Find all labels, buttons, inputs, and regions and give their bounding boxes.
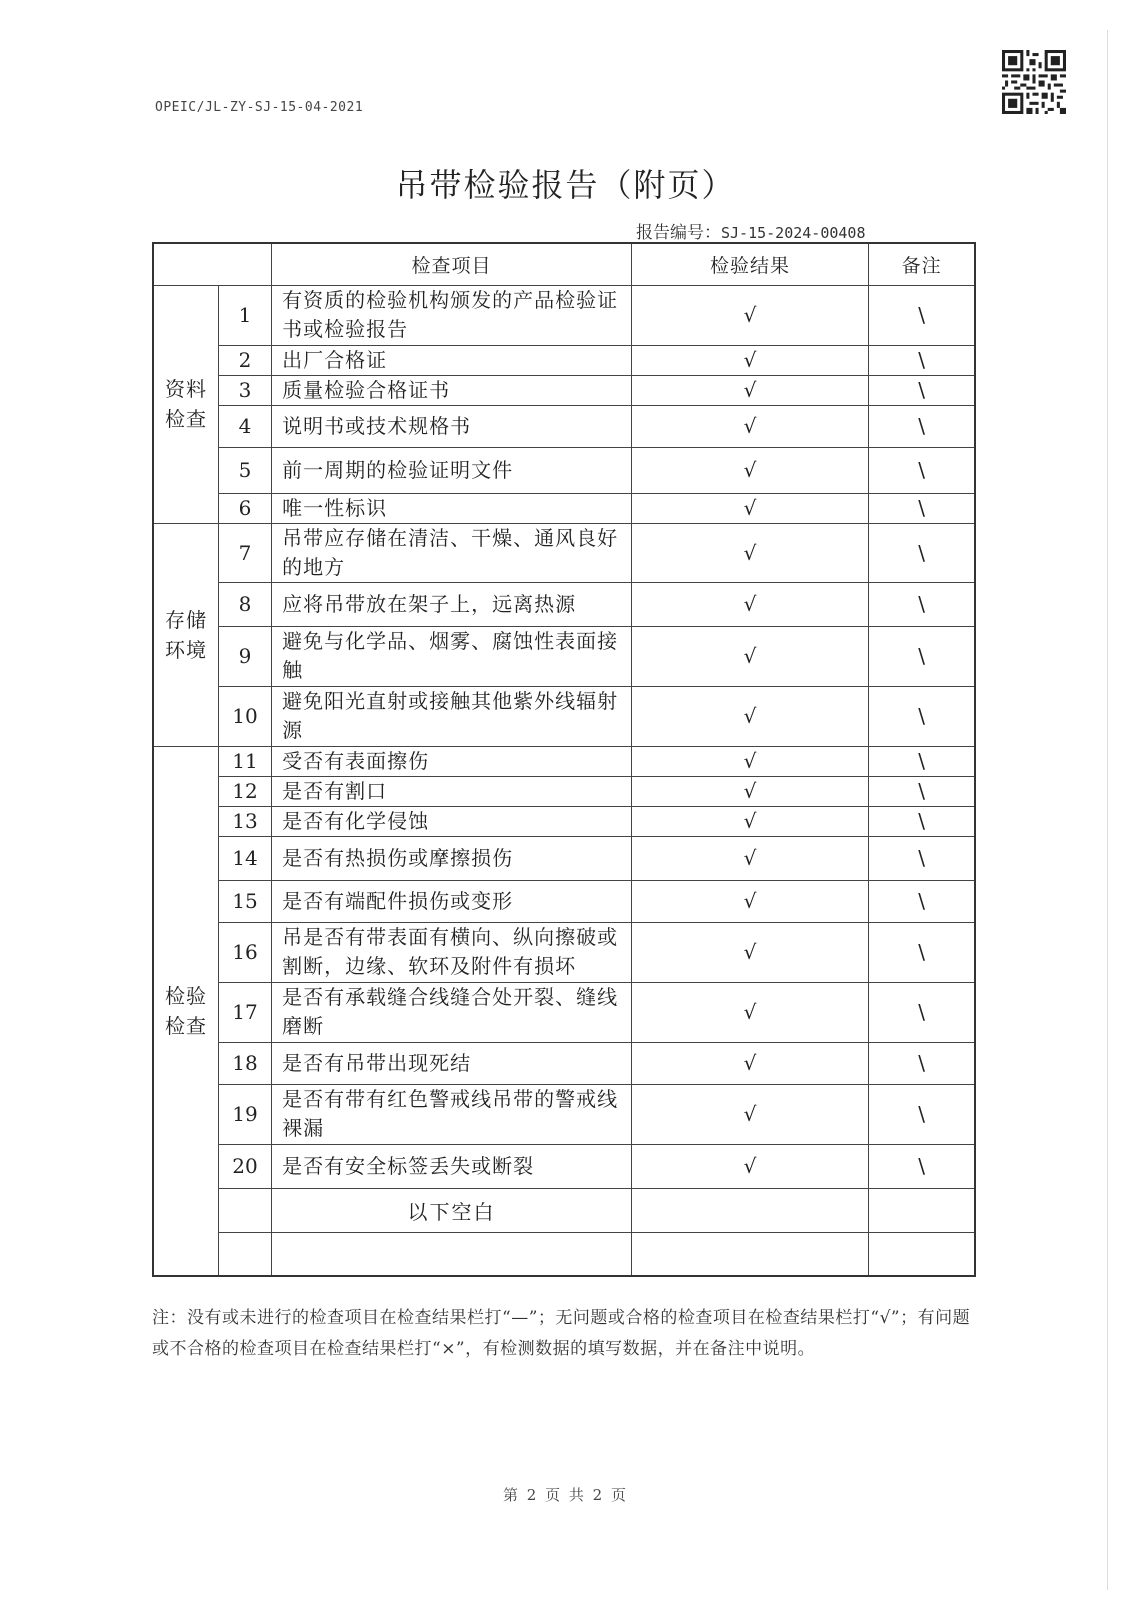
category-label-line: 存储 (164, 607, 207, 632)
row-item: 是否有承载缝合线缝合处开裂、缝线磨断 (272, 982, 632, 1042)
footnote: 注：没有或未进行的检查项目在检查结果栏打“—”；无问题或合格的检查项目在检查结果栏打“√”；有问题或不合格的检查项目在检查结果栏打“×”，有检测数据的填写数据，并在备注中说明。 (152, 1308, 971, 1359)
table-row (153, 686, 975, 746)
row-result: √ (631, 1084, 868, 1144)
row-remark: \ (869, 686, 975, 746)
row-item: 是否有安全标签丢失或断裂 (272, 1144, 632, 1188)
row-remark: \ (869, 880, 975, 922)
row-remark: \ (869, 1042, 975, 1084)
row-result: √ (631, 523, 868, 582)
category-label-line: 资料 (164, 377, 207, 401)
table-row (153, 285, 975, 345)
row-remark: \ (869, 982, 975, 1042)
row-remark: \ (869, 582, 975, 626)
category-cell-storage (153, 523, 218, 746)
row-number: 17 (218, 982, 271, 1042)
row-item: 是否有带有红色警戒线吊带的警戒线裸漏 (272, 1084, 632, 1144)
header-remark: 备注 (869, 243, 975, 285)
row-remark: \ (869, 375, 975, 405)
row-remark: \ (869, 1084, 975, 1144)
row-remark: \ (869, 345, 975, 375)
table-row (153, 582, 975, 626)
table-row (153, 806, 975, 836)
row-remark-empty (869, 1232, 975, 1276)
row-number: 5 (218, 447, 271, 493)
table-row (153, 626, 975, 686)
row-remark: \ (869, 836, 975, 880)
row-item: 出厂合格证 (272, 345, 632, 375)
table-row (153, 447, 975, 493)
category-label-line: 环境 (164, 637, 207, 662)
report-number (636, 218, 866, 243)
row-result: √ (631, 345, 868, 375)
row-remark: \ (869, 806, 975, 836)
row-result: √ (631, 493, 868, 523)
row-result: √ (631, 285, 868, 345)
row-number: 13 (218, 806, 271, 836)
table-row-blank-label (153, 1188, 975, 1232)
row-result: √ (631, 626, 868, 686)
header-item: 检查项目 (272, 243, 632, 285)
table-row (153, 1042, 975, 1084)
row-item: 是否有割口 (272, 776, 632, 806)
row-remark: \ (869, 1144, 975, 1188)
row-remark: \ (869, 776, 975, 806)
table-row (153, 836, 975, 880)
page-number: 第 2 页 共 2 页 (503, 1486, 628, 1504)
row-number: 9 (218, 626, 271, 686)
row-number: 11 (218, 746, 271, 776)
row-result: √ (631, 447, 868, 493)
row-result: √ (631, 982, 868, 1042)
row-remark: \ (869, 922, 975, 982)
row-result: √ (631, 746, 868, 776)
row-item: 受否有表面擦伤 (272, 746, 632, 776)
report-number-label: 报告编号： (636, 223, 721, 243)
category-label-line: 检验 (164, 983, 207, 1008)
row-item: 避免与化学品、烟雾、腐蚀性表面接触 (272, 626, 632, 686)
row-number-empty (218, 1232, 271, 1276)
row-item: 是否有热损伤或摩擦损伤 (272, 836, 632, 880)
inspection-table (152, 242, 976, 1277)
table-row (153, 1084, 975, 1144)
row-remark: \ (869, 405, 975, 447)
row-item: 是否有化学侵蚀 (272, 806, 632, 836)
row-result: √ (631, 880, 868, 922)
row-item: 避免阳光直射或接触其他紫外线辐射源 (272, 686, 632, 746)
row-result: √ (631, 375, 868, 405)
row-number: 18 (218, 1042, 271, 1084)
row-remark: \ (869, 523, 975, 582)
row-item: 应将吊带放在架子上，远离热源 (272, 582, 632, 626)
table-row (153, 880, 975, 922)
scan-edge-line (1107, 30, 1108, 1590)
table-header-row (153, 243, 975, 285)
row-number: 20 (218, 1144, 271, 1188)
table-row (153, 405, 975, 447)
table-row (153, 523, 975, 582)
table-row-empty (153, 1232, 975, 1276)
table-row (153, 746, 975, 776)
table-row (153, 922, 975, 982)
qr-code-icon (1002, 50, 1066, 114)
row-result-empty (631, 1188, 868, 1232)
row-item: 质量检验合格证书 (272, 375, 632, 405)
row-number: 16 (218, 922, 271, 982)
row-remark-empty (869, 1188, 975, 1232)
row-result-empty (631, 1232, 868, 1276)
row-remark: \ (869, 493, 975, 523)
table-row (153, 1144, 975, 1188)
row-number: 8 (218, 582, 271, 626)
row-item: 吊带应存储在清洁、干燥、通风良好的地方 (272, 523, 632, 582)
document-code: OPEIC/JL-ZY-SJ-15-04-2021 (155, 100, 364, 115)
row-item-empty (272, 1232, 632, 1276)
row-remark: \ (869, 626, 975, 686)
row-number: 15 (218, 880, 271, 922)
row-remark: \ (869, 447, 975, 493)
report-number-value: SJ-15-2024-00408 (721, 224, 866, 242)
row-item: 有资质的检验机构颁发的产品检验证书或检验报告 (272, 285, 632, 345)
blank-below-label: 以下空白 (272, 1188, 632, 1232)
row-number: 2 (218, 345, 271, 375)
row-number: 1 (218, 285, 271, 345)
row-result: √ (631, 1042, 868, 1084)
row-remark: \ (869, 746, 975, 776)
table-row (153, 345, 975, 375)
row-item: 前一周期的检验证明文件 (272, 447, 632, 493)
header-blank-cell (153, 243, 272, 285)
row-item: 是否有端配件损伤或变形 (272, 880, 632, 922)
row-remark: \ (869, 285, 975, 345)
category-label-line: 检查 (164, 407, 207, 431)
row-result: √ (631, 1144, 868, 1188)
row-result: √ (631, 405, 868, 447)
row-result: √ (631, 836, 868, 880)
row-number: 14 (218, 836, 271, 880)
row-number-empty (218, 1188, 271, 1232)
table-row (153, 375, 975, 405)
row-result: √ (631, 686, 868, 746)
category-label-line: 检查 (164, 1013, 207, 1038)
table-row (153, 982, 975, 1042)
row-number: 19 (218, 1084, 271, 1144)
table-row (153, 493, 975, 523)
row-number: 4 (218, 405, 271, 447)
row-result: √ (631, 776, 868, 806)
row-item: 吊是否有带表面有横向、纵向擦破或割断，边缘、软环及附件有损坏 (272, 922, 632, 982)
header-result: 检验结果 (631, 243, 868, 285)
row-number: 7 (218, 523, 271, 582)
row-number: 6 (218, 493, 271, 523)
row-result: √ (631, 806, 868, 836)
row-number: 10 (218, 686, 271, 746)
table-row (153, 776, 975, 806)
page-title: 吊带检验报告（附页） (395, 166, 736, 204)
row-result: √ (631, 922, 868, 982)
category-cell-documents (153, 285, 218, 523)
row-number: 12 (218, 776, 271, 806)
row-result: √ (631, 582, 868, 626)
row-item: 唯一性标识 (272, 493, 632, 523)
category-cell-inspection (153, 746, 218, 1276)
row-item: 是否有吊带出现死结 (272, 1042, 632, 1084)
row-item: 说明书或技术规格书 (272, 405, 632, 447)
row-number: 3 (218, 375, 271, 405)
